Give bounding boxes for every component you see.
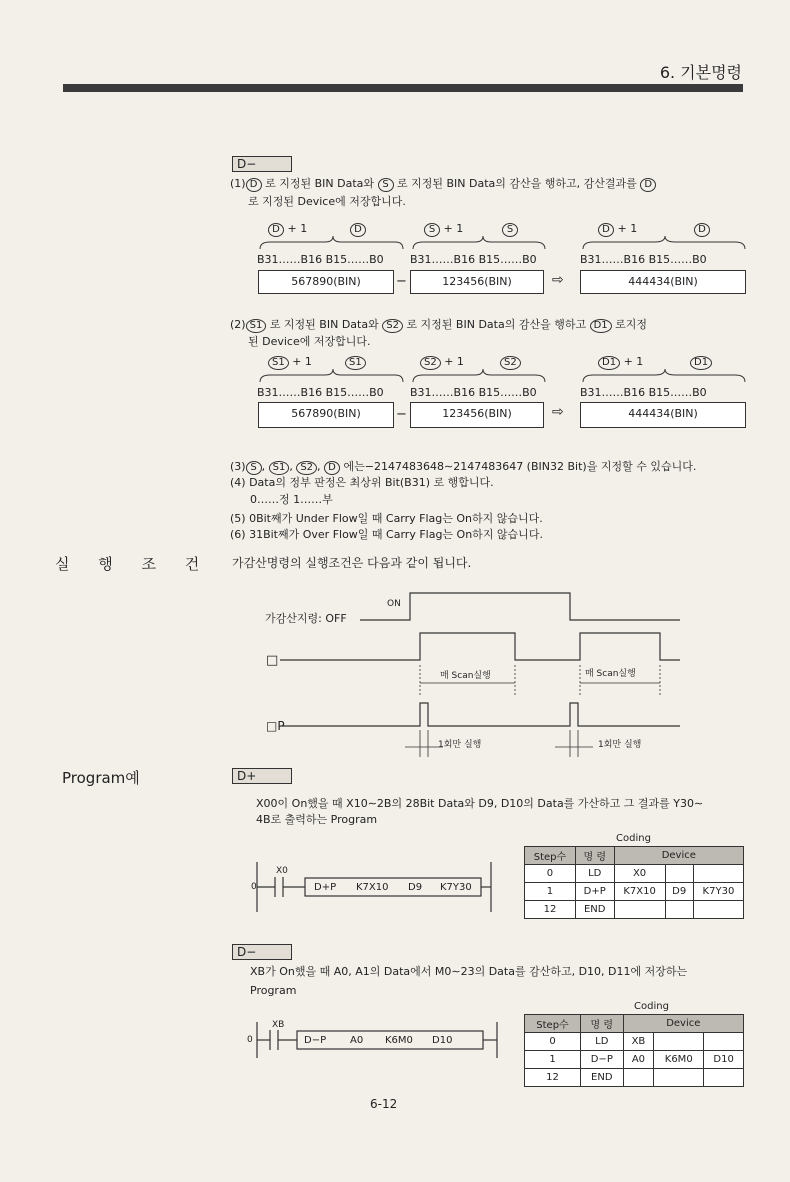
ex1-desc2: 4B로 출력하는 Program [256, 813, 378, 826]
ex1-instr-2: D9 [408, 882, 423, 893]
value-box-a2: 567890(BIN) [258, 402, 394, 428]
cell: 12 [525, 1069, 581, 1087]
cell [704, 1033, 744, 1051]
b16b15: B16 B15 [300, 386, 348, 399]
ex2-coding-label: Coding [634, 1001, 669, 1012]
item-2-line1 [230, 318, 647, 333]
operand-s1: S1 [246, 319, 267, 333]
b16b15: B16 B15 [453, 253, 501, 266]
th-cmd: 명 령 [581, 1015, 624, 1033]
instruction-tag-dminus: D− [232, 156, 292, 172]
diag2-bits-a [257, 386, 384, 399]
diag2-braces [255, 367, 755, 387]
arrow-icon: ⇨ [552, 404, 564, 420]
plus-one-b: + 1 [443, 222, 464, 235]
s1-label2: S1 [345, 356, 366, 370]
b0: B0 [369, 386, 384, 399]
note-3: (3) S , S1 , S2 , D 에는−2147483648∼2147483647 (BIN32 Bit)을 지정할 수 있습니다. [230, 460, 697, 473]
value-box-a1: 567890(BIN) [258, 270, 394, 294]
value-box-b2: 123456(BIN) [410, 402, 544, 428]
dots: …… [670, 253, 693, 266]
cell [614, 901, 665, 919]
scan-label-1: 매 Scan실행 [440, 671, 491, 681]
item-1-text2: 로 지정된 BIN Data의 감산을 행하고, 감산결과를 [397, 177, 637, 190]
b0: B0 [692, 253, 707, 266]
cell [654, 1033, 704, 1051]
dots: …… [500, 253, 523, 266]
dots: …… [347, 253, 370, 266]
ex2-instr-3: D10 [432, 1035, 453, 1046]
cell [704, 1069, 744, 1087]
s1-label: S1 [268, 356, 289, 370]
program-title: Program예 [62, 769, 140, 787]
diag1-bits-a [257, 253, 384, 266]
dots: …… [670, 386, 693, 399]
cell [693, 901, 743, 919]
cell: X0 [614, 865, 665, 883]
once-label-2: 1회만 실행 [598, 740, 642, 750]
cell: D+P [575, 883, 614, 901]
instruction-tag-dminus-2: D− [232, 944, 292, 960]
cell: K7Y30 [693, 883, 743, 901]
plus-one-r: + 1 [617, 222, 638, 235]
note-3-text: 에는−2147483648∼2147483647 (BIN32 Bit)을 지정할 수 있습니다. [343, 460, 697, 473]
minus-sign-2: − [396, 407, 407, 422]
dots: …… [500, 386, 523, 399]
ex1-coding-label: Coding [616, 833, 651, 844]
dots: …… [431, 386, 454, 399]
item-2-num: (2) [230, 318, 246, 331]
ex1-contact: X0 [276, 866, 288, 876]
cell [665, 901, 693, 919]
header-rule [63, 84, 743, 92]
signal-label-text: 가감산지령: [265, 612, 322, 625]
b0: B0 [369, 253, 384, 266]
cell: END [581, 1069, 624, 1087]
dots: …… [601, 253, 624, 266]
page-number: 6-12 [370, 1097, 398, 1111]
cell: 0 [525, 1033, 581, 1051]
note-4: (4) Data의 정부 판정은 최상위 Bit(B31) 로 행합니다. [230, 476, 494, 489]
ex2-instr-2: K6M0 [385, 1035, 413, 1046]
b31: B31 [410, 386, 432, 399]
dots: …… [278, 253, 301, 266]
ex2-desc1: XB가 On했을 때 A0, A1의 Data에서 M0∼23의 Data를 감산하고, D10, D11에 저장하는 [250, 965, 688, 978]
b0: B0 [522, 386, 537, 399]
item-1-line1 [230, 177, 656, 192]
diag1-braces [255, 234, 755, 254]
item-2-line2: 된 Device에 저장합니다. [248, 335, 371, 348]
ex2-coding-table [524, 1014, 744, 1087]
cell [654, 1069, 704, 1087]
instruction-tag-dplus: D+ [232, 768, 292, 784]
operand-d1: D1 [590, 319, 612, 333]
cell: D−P [581, 1051, 624, 1069]
cell: XB [623, 1033, 654, 1051]
s1-op: S1 [269, 461, 290, 475]
minus-sign: − [396, 274, 407, 289]
s2-label: S2 [420, 356, 441, 370]
value-box-b1: 123456(BIN) [410, 270, 544, 294]
value-box-r1: 444434(BIN) [580, 270, 746, 294]
operand-d-2: D [640, 178, 656, 192]
b31: B31 [257, 386, 279, 399]
exec-desc: 가감산명령의 실행조건은 다음과 같이 됩니다. [232, 556, 472, 570]
operand-d: D [246, 178, 262, 192]
cell: D9 [665, 883, 693, 901]
scan-label-2: 매 Scan실행 [585, 669, 636, 679]
arrow-icon: ⇨ [552, 272, 564, 288]
cell: 1 [525, 1051, 581, 1069]
once-label-1: 1회만 실행 [438, 740, 482, 750]
item-1-line2: 로 지정된 Device에 저장합니다. [248, 195, 406, 208]
dp-symbol: □P [266, 719, 285, 733]
exec-title: 실 행 조 건 [55, 555, 212, 573]
item-1-num: (1) [230, 177, 246, 190]
diag1-bits-r [580, 253, 707, 266]
b16b15: B16 B15 [623, 386, 671, 399]
dots: …… [347, 386, 370, 399]
d-label-r2: D [694, 223, 710, 237]
s-label2: S [502, 223, 518, 237]
dots: …… [601, 386, 624, 399]
b31: B31 [410, 253, 432, 266]
ex2-instr-0: D−P [304, 1035, 327, 1046]
cell: A0 [623, 1051, 654, 1069]
dots: …… [431, 253, 454, 266]
plus-one: + 1 [287, 222, 308, 235]
cell: 0 [525, 865, 576, 883]
b0: B0 [522, 253, 537, 266]
th-step: Step수 [525, 847, 576, 865]
cell [623, 1069, 654, 1087]
d1-label: D1 [598, 356, 620, 370]
b16b15: B16 B15 [300, 253, 348, 266]
s2-op: S2 [296, 461, 317, 475]
cell: K6M0 [654, 1051, 704, 1069]
off-label: OFF [325, 612, 347, 625]
diag1-bits-b [410, 253, 537, 266]
s2-label2: S2 [500, 356, 521, 370]
cell: 12 [525, 901, 576, 919]
diag2-bits-b [410, 386, 537, 399]
s-op: S [246, 461, 262, 475]
plus-one: + 1 [292, 355, 312, 368]
plus-one: + 1 [444, 355, 464, 368]
ex1-instr-0: D+P [314, 882, 337, 893]
b31: B31 [257, 253, 279, 266]
b0: B0 [692, 386, 707, 399]
d-op: D [324, 461, 340, 475]
d1-label2: D1 [690, 356, 712, 370]
ex2-contact: XB [272, 1020, 285, 1030]
ex1-instr-1: K7X10 [356, 882, 389, 893]
item-2-text3: 로지정 [615, 318, 648, 331]
s-label: S [424, 223, 440, 237]
plus-one: + 1 [623, 355, 644, 368]
b31: B31 [580, 386, 602, 399]
ex1-instr-3: K7Y30 [440, 882, 472, 893]
d-label2: D [350, 223, 366, 237]
cell: LD [581, 1033, 624, 1051]
item-1-text: 로 지정된 BIN Data와 [265, 177, 374, 190]
note-3-num: (3) [230, 460, 246, 473]
b31: B31 [580, 253, 602, 266]
section-header: 6. 기본명령 [659, 63, 742, 82]
value-box-r2: 444434(BIN) [580, 402, 746, 428]
ex2-instr-1: A0 [350, 1035, 364, 1046]
cell: D10 [704, 1051, 744, 1069]
note-6: (6) 31Bit째가 Over Flow일 때 Carry Flag는 On하지 않습니다. [230, 528, 543, 541]
note-5: (5) 0Bit째가 Under Flow일 때 Carry Flag는 On하지 않습니다. [230, 512, 543, 525]
ex2-desc2: Program [250, 984, 297, 997]
th-cmd: 명 령 [575, 847, 614, 865]
b16b15: B16 B15 [453, 386, 501, 399]
operand-s: S [378, 178, 394, 192]
ex1-desc1: X00이 On했을 때 X10∼2B의 28Bit Data와 D9, D10의 Data를 가산하고 그 결과를 Y30∼ [256, 797, 704, 810]
cell: 1 [525, 883, 576, 901]
cell [693, 865, 743, 883]
operand-s2: S2 [382, 319, 403, 333]
diag2-bits-r [580, 386, 707, 399]
item-2-text: 로 지정된 BIN Data와 [269, 318, 379, 331]
cell: LD [575, 865, 614, 883]
ex1-coding-table [524, 846, 744, 919]
dots: …… [278, 386, 301, 399]
item-2-text2: 로 지정된 BIN Data의 감산을 행하고 [406, 318, 587, 331]
b16b15: B16 B15 [623, 253, 671, 266]
d-symbol: □ [266, 653, 279, 668]
cell: END [575, 901, 614, 919]
cell: K7X10 [614, 883, 665, 901]
d-label: D [268, 223, 284, 237]
th-device: Device [623, 1015, 743, 1033]
th-step: Step수 [525, 1015, 581, 1033]
note-4-sign: 0……정 1……부 [250, 493, 333, 506]
ex2-rung-num: 0 [247, 1035, 253, 1045]
on-label: ON [387, 599, 401, 609]
ex1-rung-num: 0 [251, 882, 257, 892]
th-device: Device [614, 847, 743, 865]
cell [665, 865, 693, 883]
d-label-r: D [598, 223, 614, 237]
